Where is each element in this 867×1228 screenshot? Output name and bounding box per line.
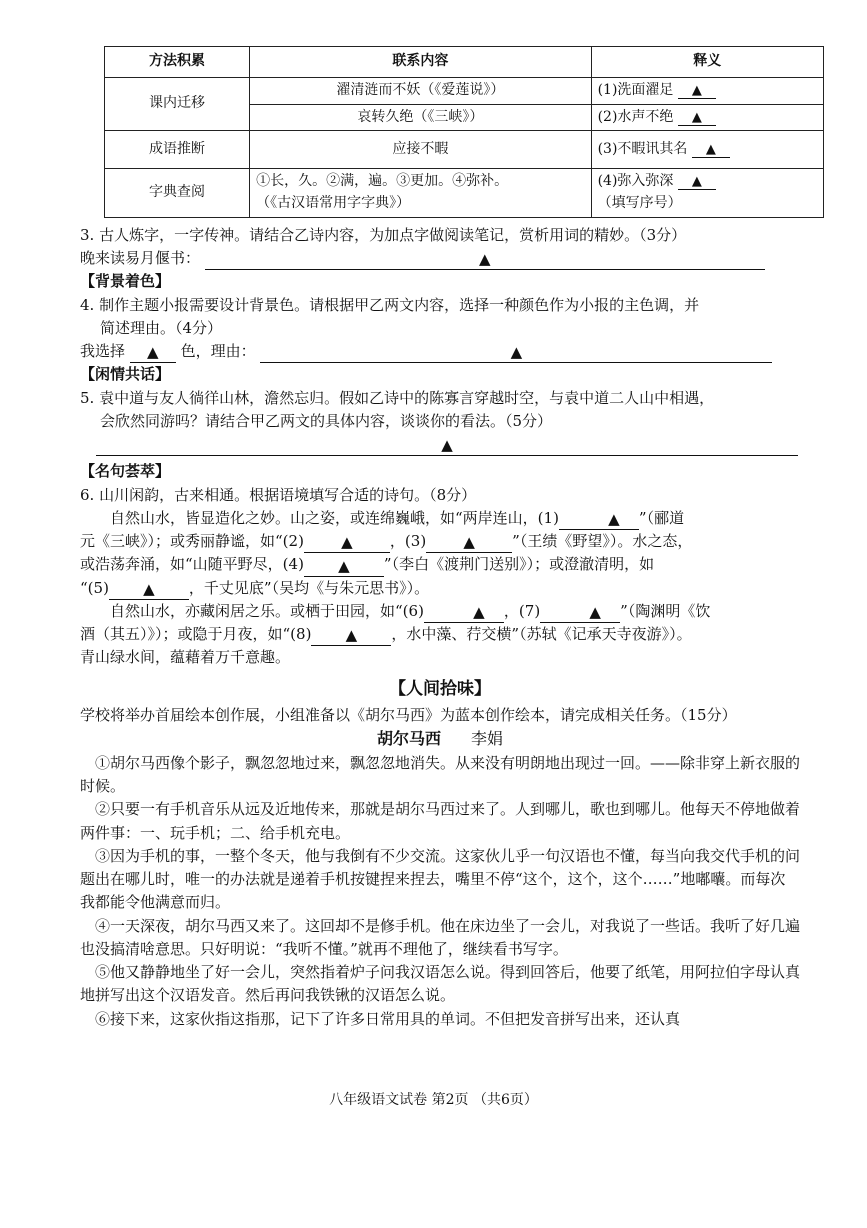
poem-blank-2[interactable]: ▲	[304, 532, 390, 553]
table-header-row	[105, 47, 824, 78]
table-header: 方法积累	[105, 47, 250, 78]
table-header: 释义	[591, 47, 823, 78]
story-paragraph: ④一天深夜，胡尔马西又来了。这回却不是修手机。他在床边坐了一会儿，对我说了一些话。我听了好几遍也没搞清啥意思。只好明说：“我听不懂。”就再不理他了，继续看书写字。	[80, 916, 801, 958]
question-3-answer-line	[80, 247, 800, 270]
poem-text: 元《三峡》）；或秀丽静谧，如“(2)	[80, 532, 304, 550]
question-4-cont: 简述理由。（4分）	[100, 318, 223, 337]
meaning-cell	[591, 131, 823, 169]
question-3: 3. 古人炼字，一字传神。请结合乙诗内容，为加点字做阅读笔记，赏析用词的精妙。（3分）	[80, 225, 687, 244]
method-cell: 课内迁移	[105, 78, 250, 131]
story-title-line	[80, 727, 800, 752]
poem-text: ”（郦道	[638, 508, 685, 527]
content-line: （《古汉语常用字字典》）	[256, 195, 411, 212]
meaning-text: (3)不暇讯其名	[597, 141, 688, 158]
story-paragraph: ②只要一有手机音乐从远及近地传来，那就是胡尔马西过来了。人到哪儿，歌也到哪儿。他每天不停地做着两件事：一、玩手机；二、给手机充电。	[80, 800, 801, 842]
meaning-text: (2)水声不绝	[597, 108, 674, 125]
story-paragraph: ③因为手机的事，一整个冬天，他与我倒有不少交流。这家伙儿乎一句汉语也不懂，每当向我交代手机的问题出在哪儿时，唯一的办法就是递着手机按键捏来捏去，嘴里不停“这个，这个，这个……”地嘟囔。而每次我都能令他满意而归。	[80, 846, 801, 912]
meaning-cell	[591, 104, 823, 131]
fill-in-paragraph-cont	[80, 623, 800, 646]
story-paragraph: ①胡尔马西像个影子，飘忽忽地过来，飘忽忽地消失。从来没有明朗地出现过一回。——除非穿上新衣服的时候。	[80, 753, 801, 796]
poem-text: 或浩荡奔涌，如“山随平野尽，(4)	[80, 555, 304, 574]
exam-page	[80, 46, 800, 1031]
poem-blank-1[interactable]: ▲	[559, 509, 639, 530]
poem-blank-4[interactable]: ▲	[304, 556, 384, 577]
answer-blank[interactable]: ▲	[205, 249, 765, 270]
meaning-text: (1)洗面濯足	[597, 82, 674, 98]
meaning-cell	[591, 169, 823, 217]
poem-blank-3[interactable]: ▲	[426, 532, 512, 553]
poem-text: “(5)	[80, 578, 109, 597]
story-paragraph: ⑥接下来，这家伙指这指那，记下了许多日常用具的单词。不但把发音拼写出来，还认真	[95, 1009, 681, 1028]
story-paragraph: ⑤他又静静地坐了好一会儿，突然指着炉子问我汉语怎么说。得到回答后，他要了纸笔，用阿拉伯字母认真地拼写出这个汉语发音。然后再问我铁锹的汉语怎么说。	[80, 963, 801, 1005]
table-header: 联系内容	[250, 47, 591, 78]
poem-text: ”（王绩《野望》）。水之态，	[512, 532, 693, 550]
method-cell: 成语推断	[105, 131, 250, 169]
answer-blank[interactable]: ▲	[692, 142, 730, 158]
answer-label: 晚来读易月偃书：	[80, 249, 201, 267]
question-4-answer-line	[80, 340, 800, 363]
question-4: 4. 制作主题小报需要设计背景色。请根据甲乙两文内容，选择一种颜色作为小报的主色调，并	[80, 295, 700, 314]
poem-text: 酒（其五）》）；或隐于月夜，如“(8)	[80, 625, 312, 643]
fill-in-paragraph-cont	[80, 553, 800, 576]
section-title: 【人间拾味】	[389, 678, 491, 699]
table-row	[105, 131, 824, 169]
table-row	[105, 169, 824, 217]
answer-blank[interactable]: ▲	[678, 83, 716, 99]
content-cell: 濯清涟而不妖（《爱莲说》）	[250, 78, 591, 105]
poem-blank-7[interactable]: ▲	[540, 602, 620, 623]
section-heading: 【闲情共话】	[80, 365, 171, 384]
method-table	[104, 46, 824, 218]
answer-blank[interactable]: ▲	[678, 174, 716, 190]
poem-text: ，水中藻、荇交横”（苏轼《记承天寺夜游》）。	[391, 625, 692, 643]
question-5: 5. 袁中道与友人徜徉山林，澹然忘归。假如乙诗中的陈寡言穿越时空，与袁中道二人山中相遇，	[80, 388, 715, 407]
story-author: 李娟	[471, 729, 504, 749]
fill-in-paragraph-cont	[80, 577, 800, 600]
content-cell: 应接不暇	[250, 131, 591, 169]
fill-in-paragraph	[80, 600, 800, 623]
poem-text: ，千丈见底”（吴均《与朱元思书》）。	[188, 578, 430, 597]
poem-blank-6[interactable]: ▲	[424, 602, 504, 623]
fill-in-paragraph-cont: 青山绿水间，蕴藉着万千意趣。	[80, 648, 291, 667]
method-cell: 字典查阅	[105, 169, 250, 217]
content-cell	[250, 169, 591, 217]
poem-blank-8[interactable]: ▲	[311, 625, 391, 646]
fill-in-paragraph-cont	[80, 530, 800, 553]
poem-text: 自然山水，亦藏闲居之乐。或栖于田园，如“(6)	[110, 601, 424, 620]
reason-blank[interactable]: ▲	[260, 342, 772, 363]
meaning-cell	[591, 78, 823, 105]
answer-label: 我选择	[80, 342, 126, 360]
poem-text: ”（陶渊明《饮	[620, 601, 711, 620]
poem-text: ，(7)	[503, 601, 541, 620]
fill-in-paragraph	[80, 507, 800, 530]
answer-blank[interactable]: ▲	[96, 435, 798, 456]
question-6: 6. 山川闲韵，古来相通。根据语境填写合适的诗句。（8分）	[80, 485, 477, 504]
content-cell: 哀转久绝（《三峡》）	[250, 104, 591, 131]
question-5-answer-line	[80, 433, 800, 456]
table-row	[105, 78, 824, 105]
task-intro: 学校将举办首届绘本创作展，小组准备以《胡尔马西》为蓝本创作绘本，请完成相关任务。（15分）	[80, 705, 737, 724]
poem-text: 自然山水，皆显造化之妙。山之姿，或连绵巍峨，如“两岸连山，(1)	[110, 508, 559, 527]
answer-blank[interactable]: ▲	[678, 110, 716, 126]
page-footer: 八年级语文试卷 第2页 （共6页）	[329, 1092, 538, 1108]
answer-label: 色，理由：	[180, 342, 256, 360]
content-line: ①长，久。②满，遍。③更加。④弥补。	[256, 173, 509, 190]
poem-text: ，(3)	[389, 532, 427, 550]
section-heading: 【名句荟萃】	[80, 462, 171, 481]
story-title: 胡尔马西	[376, 729, 441, 749]
poem-text: ”（李白《渡荆门送别》）；或澄澈清明，如	[383, 555, 655, 574]
poem-blank-5[interactable]: ▲	[109, 579, 189, 600]
meaning-note: （填写序号）	[597, 195, 682, 212]
section-heading: 【背景着色】	[80, 272, 171, 291]
question-5-cont: 会欣然同游吗？请结合甲乙两文的具体内容，谈谈你的看法。（5分）	[100, 411, 553, 430]
meaning-text: (4)弥入弥深	[597, 173, 674, 190]
color-blank[interactable]: ▲	[130, 342, 176, 363]
